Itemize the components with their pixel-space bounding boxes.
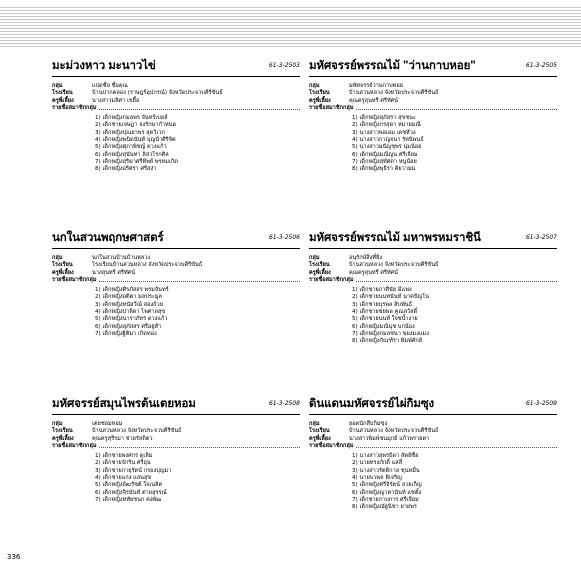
teacher-name: คุณครูสุนทรี ศรีทัศน์	[349, 269, 399, 276]
members-list	[309, 115, 557, 173]
member-item: 4) เด็กชายชยพล คูณสวัสดิ์	[352, 309, 418, 316]
members-list	[309, 287, 557, 345]
member-item: 3) เด็กหญิงหนัสวีณ์ สองถ้วย	[95, 301, 163, 308]
teacher-label: ครูพี่เลี้ยง	[52, 269, 74, 276]
entry-card	[52, 60, 300, 174]
entry-code: 61-3-2509	[525, 400, 557, 407]
entry-info	[309, 421, 557, 450]
members-list	[52, 287, 300, 338]
group-name: นกในสวนบ้านบ้านหลวง	[92, 255, 151, 261]
title-rule	[309, 414, 557, 415]
member-item: 5) เด็กหญิงศุภาพิชญ์ ดวงแก้ว	[95, 144, 167, 151]
members-dotted-line	[356, 103, 557, 110]
entry-code: 61-3-2506	[268, 234, 300, 241]
group-name: อนุรักษ์สิ่งที่ยิ่ง	[349, 255, 383, 261]
member-item: 5) เด็กหญิงธัฒรัชต์ ใจเนลิต	[95, 482, 163, 489]
school-label: โรงเรียน	[309, 90, 330, 97]
member-item: 1) เด็กชายพงศกร ดูเลิม	[95, 453, 153, 460]
school-name: โรงเรียนบ้านสวนหลวง จังหวัดประจวบคีรีขันธ์	[92, 262, 203, 269]
members-dotted-line	[99, 275, 300, 282]
teacher-label: ครูพี่เลี้ยง	[309, 97, 331, 104]
member-item: 2) เด็กชายจักริน ศรีอุน	[95, 460, 151, 467]
member-item: 2) นายทรงภักดิ์ แสสี่	[352, 460, 403, 467]
teacher-name: คุณครูสุรีรมา ช่วยรัสถิตว	[92, 435, 153, 442]
group-label: กลุ่ม	[52, 255, 63, 261]
school-name: บ้านปากคลอง (ราษฎร์อุปกรณ์) จังหวัดประจวบคีรีขันธ์	[92, 90, 223, 97]
members-dotted-line	[356, 441, 557, 448]
entry-info	[52, 255, 300, 284]
teacher-label: ครูพี่เลี้ยง	[309, 435, 331, 442]
member-item: 2) เด็กหญิงอติตา มลประมูล	[95, 294, 162, 301]
entry-title: มหัศจรรย์สมุนไพรต้นเตยหอม	[52, 398, 196, 410]
member-item: 6) เด็กหญิงจิรนันท์ ต่ายสุรรณ์	[95, 489, 167, 496]
group-label: กลุ่ม	[309, 421, 320, 427]
members-list	[309, 453, 557, 511]
member-item: 5) นางสาวมนัญชุพร นุ่มน้อย	[352, 144, 422, 151]
member-item: 1) เด็กหญิงศิรภัสสร พรมจันทร์	[95, 287, 169, 294]
members-list	[52, 453, 300, 504]
teacher-name: คุณครูสุนทรี ศรีทัศน์	[349, 97, 399, 104]
member-item: 3) เด็กหญิงปุณยาพร สุดวิเวก	[95, 129, 165, 136]
member-item: 6) เด็กหญิงญาตานันท์ แซ่ตั้ง	[352, 489, 422, 496]
group-label: กลุ่ม	[309, 255, 320, 261]
group-label: กลุ่ม	[52, 83, 63, 89]
member-item: 6) เด็กหญิงสุภัสสร ศรีอยู่ท้า	[95, 323, 162, 330]
entry-card	[52, 398, 300, 504]
teacher-label: ครูพี่เลี้ยง	[309, 269, 331, 276]
member-item: 7) เด็กชายกาบการ ศรีเจียม	[352, 496, 419, 503]
members-list	[52, 115, 300, 173]
members-dotted-line	[99, 441, 300, 448]
member-item: 3) นางสาวพอเอม เดชห้วง	[352, 129, 416, 136]
page-number: 336	[7, 553, 21, 561]
group-name: ยอดนักสืบกิมซุง	[349, 421, 388, 427]
school-name: บ้านสวนหลวง จังหวัดประจวบคีรีขันธ์	[349, 428, 439, 435]
entry-code: 61-3-2505	[525, 62, 557, 69]
members-label: รายชื่อสมาชิกกลุ่ม	[309, 104, 354, 111]
school-label: โรงเรียน	[309, 428, 330, 435]
member-item: 7) เด็กหญิงสุริมาศรีทิพย์ พรหมเกิด	[95, 158, 178, 165]
school-label: โรงเรียน	[52, 428, 73, 435]
members-label: รายชื่อสมาชิกกลุ่ม	[52, 104, 97, 111]
entry-code: 61-3-2508	[268, 400, 300, 407]
title-rule	[52, 76, 300, 77]
entry-info	[309, 255, 557, 284]
member-item: 3) เด็กชายกายุรัตน์ กรองบุญมา	[95, 467, 172, 474]
member-item: 7) เด็กหญิงกมลชนา ขยงมงแมง	[352, 330, 429, 337]
members-label: รายชื่อสมาชิกกลุ่ม	[52, 276, 97, 283]
member-item: 8) เด็กหญิงณัฐนิชา ยายพร	[352, 504, 417, 511]
member-item: 5) เด็กชายนนท์ ใจชน้ำงาย	[352, 316, 418, 323]
entry-code: 61-3-2503	[268, 62, 300, 69]
member-item: 2) เด็กหญิงกรสุดา หมายมณี	[352, 122, 421, 129]
group-label: กลุ่ม	[52, 421, 63, 427]
member-item: 2) เด็กชายนนทนันท์ นาคปัญโน	[352, 294, 429, 301]
member-item: 8) เด็กหญิงอริศรา ศรีสง่า	[95, 166, 157, 173]
entry-card	[52, 232, 300, 338]
entry-title: นกในสวนพฤกษศาสตร์	[52, 232, 164, 244]
member-item: 8) เด็กหญิงพุธิรา คิยวามม	[352, 166, 416, 173]
members-dotted-line	[356, 275, 557, 282]
member-item: 3) นางสาวรัตติกาล ชุนหมื่น	[352, 467, 420, 474]
school-label: โรงเรียน	[309, 262, 330, 269]
teacher-name: นางสุนทรี ศรีทัศน์	[92, 269, 136, 276]
title-rule	[52, 414, 300, 415]
entry-card	[309, 60, 557, 174]
member-item: 4) นายบวพล ติเจริญ	[352, 475, 402, 482]
school-name: บ้านสวนหลวง จังหวัดประจวบคีรีขันธ์	[349, 90, 439, 97]
entry-card	[309, 398, 557, 512]
members-dotted-line	[99, 103, 300, 110]
school-name: บ้านสวนหลวง จังหวัดประจวบคีรีขันธ์	[92, 428, 182, 435]
member-item: 1) เด็กชายภาศินัย มีแพ่ง	[352, 287, 412, 294]
members-label: รายชื่อสมาชิกกลุ่ม	[309, 276, 354, 283]
teacher-label: ครูพี่เลี้ยง	[52, 97, 74, 104]
school-label: โรงเรียน	[52, 262, 73, 269]
entry-title: มหัศจรรย์พรรณไม้ "ว่านกาบหอย"	[309, 60, 476, 72]
title-rule	[52, 248, 300, 249]
members-label: รายชื่อสมาชิกกลุ่ม	[52, 442, 97, 449]
member-item: 1) นางสาวสุพรธิดา สัตย์ซื่อ	[352, 453, 419, 460]
member-item: 6) เด็กหญิงมณีญน ศรีเจียม	[352, 151, 418, 158]
entry-title: มหัศจรรย์พรรณไม้ มหาพรหมราชินี	[309, 232, 481, 244]
member-item: 7) เด็กหญิงหทัยชนก คงพัฒ	[95, 496, 162, 503]
member-item: 5) เด็กหญิงศรีจิรัตน์ สวยเก็ญ	[352, 482, 422, 489]
member-item: 2) เด็กชายเจษฎา จงรักษากำหนด	[95, 122, 177, 129]
entry-title: ดินแดนมหัศจรรย์ไผ่กิมซุง	[309, 398, 435, 410]
group-name: มหัศจรรย์ว่านกาบหอย	[349, 83, 403, 89]
members-label: รายชื่อสมาชิกกลุ่ม	[309, 442, 354, 449]
school-label: โรงเรียน	[52, 90, 73, 97]
member-item: 6) เด็กหญิงสุนันทา ลิสวโรกศิล	[95, 151, 169, 158]
member-item: 5) เด็กหญิงนาราภัทร ดวงแก้ว	[95, 316, 168, 323]
member-item: 7) เด็กหญิงฐิติมา เกิดทอง	[95, 330, 157, 337]
member-item: 4) นางสาวกาญจนา รัตนิพนธ์	[352, 137, 424, 144]
teacher-name: นางสาวพิมพ์ชนมุกย์ แก้วพรายตา	[349, 435, 430, 442]
member-item: 3) เด็กชายบุรพล สิบพันธ์	[352, 301, 413, 308]
entry-code: 61-3-2507	[525, 234, 557, 241]
member-item: 1) เด็กหญิงกมลพร จันทร์เบยล์	[95, 115, 168, 122]
entry-info	[52, 83, 300, 112]
member-item: 4) เด็กหญิงปาลิดา ไพศาลสุข	[95, 309, 166, 316]
member-item: 1) เด็กหญิงสุภัสรา สุขชนะ	[352, 115, 416, 122]
teacher-name: นางสาวมลิศา เชยื้อ	[92, 97, 140, 104]
group-label: กลุ่ม	[309, 83, 320, 89]
member-item: 4) เด็กหญิงพนิดนันท์ บุญนำศิริจิต	[95, 137, 176, 144]
school-name: บ้านสวนหลวง จังหวัดประจวบคีรีขันธ์	[349, 262, 439, 269]
group-name: เตยช่อมหอม	[92, 421, 123, 427]
entry-info	[52, 421, 300, 450]
teacher-label: ครูพี่เลี้ยง	[52, 435, 74, 442]
member-item: 8) เด็กหญิงกัณฑ์รา พิมพ์ศักย์	[352, 338, 423, 345]
entry-card	[309, 232, 557, 346]
group-name: แปดชื่อ ซื่อคุณ	[92, 83, 128, 89]
member-item: 6) เด็กหญิงมณีนุช บกน้อง	[352, 323, 415, 330]
member-item: 7) เด็กหญิงสุทัศดา หนูน้อย	[352, 158, 417, 165]
title-rule	[309, 248, 557, 249]
entry-info	[309, 83, 557, 112]
entry-title: มะม่วงหาว มะนาวไข่	[52, 60, 156, 72]
member-item: 4) เด็กชายแก่ง แสนสุข	[95, 475, 152, 482]
title-rule	[309, 76, 557, 77]
